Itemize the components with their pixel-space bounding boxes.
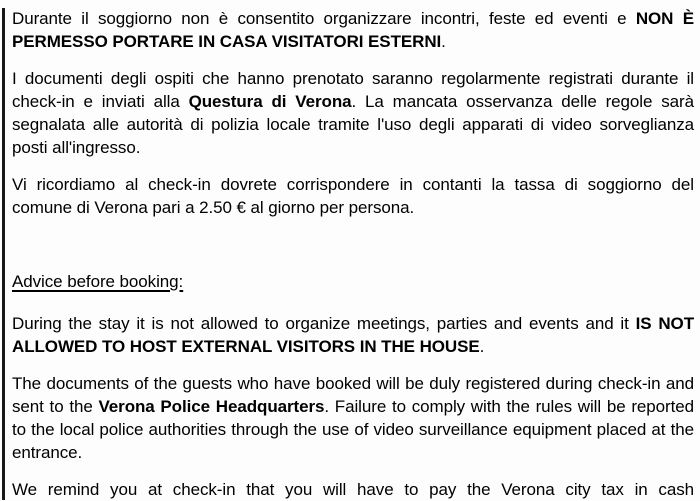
text-run: During the stay it is not allowed to organize meetings, parties and events and it — [12, 314, 636, 333]
document-content — [12, 7, 694, 501]
bold-text-run: Verona Police Headquarters — [98, 397, 325, 416]
paragraph-no-visitors-en — [12, 312, 694, 358]
text-run: We remind you at check-in that you will have to pay the Verona city tax in cash — [12, 480, 694, 499]
bold-text-run: Questura di Verona — [188, 92, 352, 111]
text-run: . — [479, 337, 485, 356]
paragraph-city-tax-it — [12, 173, 694, 219]
heading-advice-before-booking: Advice before booking: — [12, 272, 184, 291]
paragraph-no-visitors-it — [12, 7, 694, 53]
text-run: . Failure to comply with the rules will be reported to the local police authorities through the use of video surveillance equipment placed at the entrance. — [12, 397, 694, 462]
bold-text-run: IS NOT ALLOWED TO HOST EXTERNAL VISITORS IN THE HOUSE — [12, 314, 694, 356]
page-left-border — [2, 8, 5, 500]
paragraph-city-tax-en — [12, 478, 694, 501]
paragraph-documents-registration-it — [12, 67, 694, 159]
bold-text-run: NON È PERMESSO PORTARE IN CASA VISITATORI ESTERNI — [12, 9, 694, 51]
text-run: Vi ricordiamo al check-in dovrete corrispondere in contanti la tassa di soggiorno del comune di Verona pari a 2.50 € al giorno per persona. — [12, 175, 694, 217]
text-run: I documenti degli ospiti che hanno prenotato saranno regolarmente registrati durante il check-in e inviati alla — [12, 69, 694, 111]
paragraph-documents-registration-en — [12, 372, 694, 464]
text-run: Durante il soggiorno non è consentito organizzare incontri, feste ed eventi e — [12, 9, 636, 28]
text-run: The documents of the guests who have booked will be duly registered during check-in and sent to the — [12, 374, 694, 416]
text-run: . La mancata osservanza delle regole sarà segnalata alle autorità di polizia locale tramite l'uso degli apparati di video sorveglianza posti all'ingresso. — [12, 92, 694, 157]
text-run: . — [441, 32, 446, 51]
